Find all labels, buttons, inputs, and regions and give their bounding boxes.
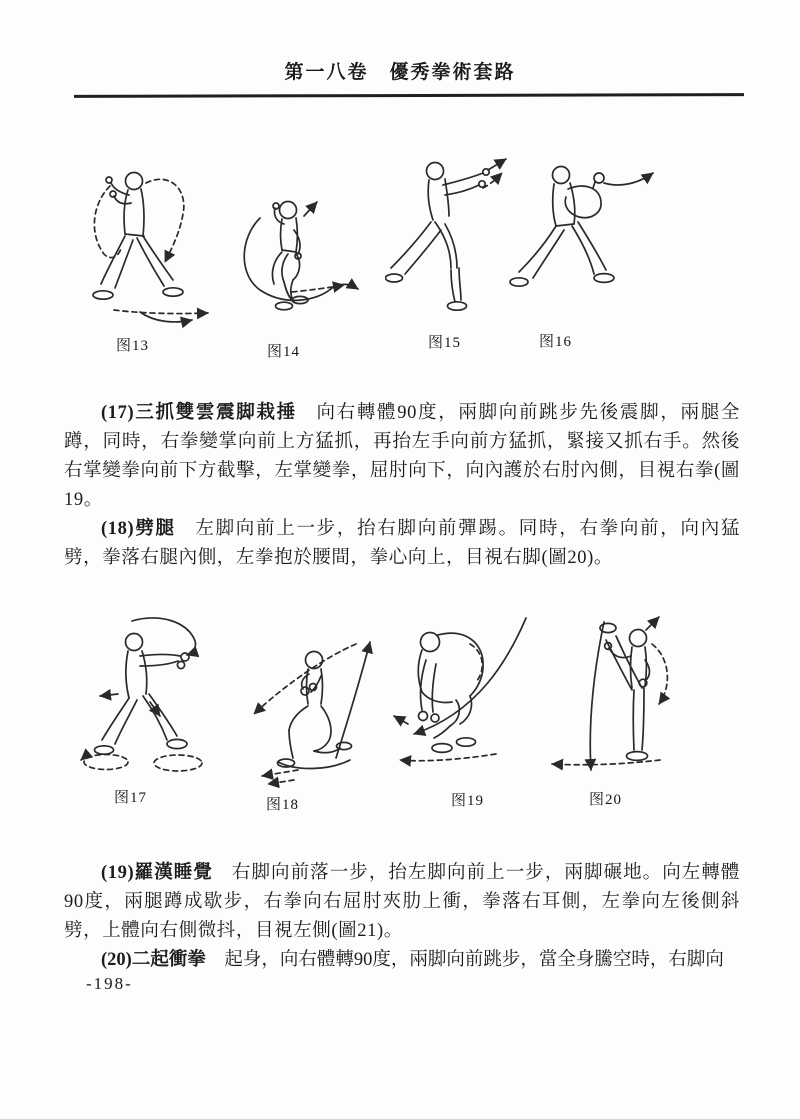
paragraph-20	[64, 946, 740, 975]
figure-14-caption: 图14	[267, 344, 301, 360]
paragraph-19	[64, 859, 740, 946]
paragraph-18-heading: (18)劈腿	[101, 519, 176, 539]
figure-15-drawing	[385, 152, 515, 330]
figure-14-drawing	[232, 190, 364, 338]
figure-17	[74, 612, 236, 784]
figure-13-drawing	[76, 164, 236, 334]
figure-13-caption: 图13	[116, 338, 150, 354]
paragraph-18-body: 左脚向前上一步，抬右脚向前彈踢。同時，右拳向前，向內猛劈，拳落右腿內側，左拳抱於腰間，拳心向上，目視右脚(圖20)。	[64, 519, 741, 568]
figure-19-drawing	[378, 602, 530, 790]
figure-20	[518, 612, 694, 796]
paragraph-17	[64, 399, 740, 515]
header-rule	[74, 93, 744, 98]
figure-17-caption: 图17	[114, 790, 148, 806]
figure-14	[232, 190, 364, 338]
page-header-title: 第一八卷 優秀拳術套路	[284, 62, 516, 83]
figure-19	[378, 602, 530, 790]
figure-18-caption: 图18	[266, 797, 300, 813]
page-number: -198-	[86, 974, 133, 993]
figure-17-drawing	[74, 612, 236, 784]
figure-16	[505, 158, 673, 330]
figure-16-drawing	[505, 158, 673, 330]
paragraph-20-heading: (20)二起衝拳	[101, 950, 206, 970]
text-block-1	[64, 399, 740, 573]
figure-18	[236, 630, 378, 790]
paragraph-17-heading: (17)三抓雙雲震脚栽捶	[101, 403, 297, 423]
figure-20-caption: 图20	[589, 792, 623, 808]
figure-18-drawing	[236, 630, 378, 790]
text-block-2	[64, 859, 740, 975]
paragraph-17-body: 向右轉體90度，兩脚向前跳步先後震脚，兩腿全蹲，同時，右拳變掌向前上方猛抓，再抬左手向前方猛抓，緊接又抓右手。然後右掌變拳向前下方截擊，左掌變拳，屈肘向下，向內護於右肘內側，目視右拳(圖19。	[64, 403, 740, 510]
paragraph-19-body: 右脚向前落一步，抬左脚向前上一步，兩脚碾地。向左轉體90度，兩腿蹲成歇步，右拳向右屈肘夾肋上衝，拳落右耳側，左拳向左後側斜劈，上體向右側微抖，目視左側(圖21)。	[64, 863, 741, 941]
paragraph-20-body: 起身，向右體轉90度，兩脚向前跳步，當全身騰空時，右脚向	[224, 950, 724, 970]
paragraph-18	[64, 515, 740, 573]
figure-16-caption: 图16	[539, 334, 573, 350]
figure-15	[385, 152, 515, 330]
figure-15-caption: 图15	[428, 335, 462, 351]
figure-19-caption: 图19	[451, 793, 485, 809]
paragraph-19-heading: (19)羅漢睡覺	[101, 863, 213, 883]
figure-20-drawing	[518, 612, 694, 796]
figure-13	[76, 164, 236, 334]
